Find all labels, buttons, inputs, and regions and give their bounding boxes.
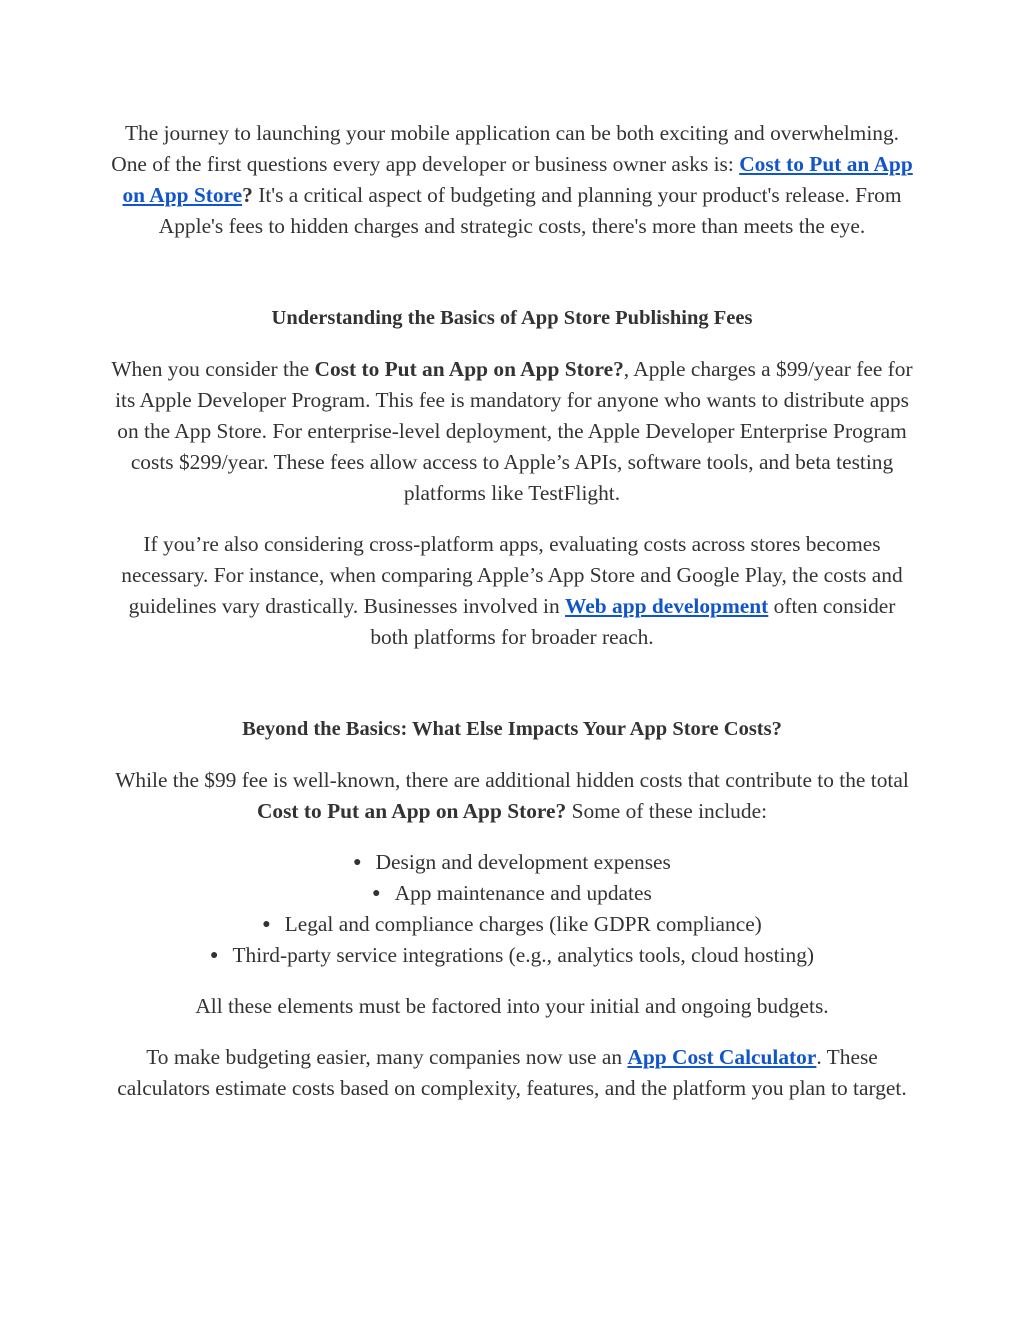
- section2-heading: Beyond the Basics: What Else Impacts Your App Store Costs?: [242, 718, 782, 740]
- section2-paragraph-3: [110, 1042, 914, 1104]
- cost-bullet-list: [110, 847, 914, 971]
- intro-text-before: The journey to launching your mobile application can be both exciting and overwhelming. One of the first questions every app developer or business owner asks is:: [111, 121, 899, 176]
- s2p1-after: Some of these include:: [566, 799, 768, 823]
- intro-paragraph: [110, 118, 914, 242]
- bullet-icon: ●: [353, 855, 362, 870]
- bullet-icon: ●: [209, 948, 219, 963]
- section1-paragraph-1: [110, 354, 914, 509]
- section1-paragraph-2: [110, 529, 914, 653]
- s1p1-before: When you consider the: [111, 357, 315, 381]
- s1p2-after: often consider both platforms for broader reach.: [370, 594, 896, 649]
- list-item: [110, 909, 914, 940]
- list-item: [110, 878, 914, 909]
- intro-text-after: It's a critical aspect of budgeting and planning your product's release. From Apple's fees to hidden charges and strategic costs, there's more than meets the eye.: [158, 183, 902, 238]
- bullet-icon: ●: [372, 886, 381, 901]
- intro-question-mark: ?: [242, 183, 253, 207]
- s1p2-before: If you’re also considering cross-platform apps, evaluating costs across stores becomes necessary. For instance, when comparing Apple’s App Store and Google Play, the costs and guidelines vary drastically. Businesses involved in: [121, 532, 903, 618]
- list-item: [110, 940, 914, 971]
- s2p1-bold: Cost to Put an App on App Store?: [256, 799, 567, 823]
- web-app-development-link[interactable]: Web app development: [565, 594, 769, 618]
- list-item: [110, 847, 914, 878]
- list-item-text: Third-party service integrations (e.g., analytics tools, cloud hosting): [232, 943, 815, 967]
- list-item-text: Design and development expenses: [375, 850, 671, 874]
- document-body: [110, 118, 914, 1104]
- s2p3-before: To make budgeting easier, many companies now use an: [146, 1045, 628, 1069]
- section2-paragraph-1: [110, 765, 914, 827]
- section1-heading: Understanding the Basics of App Store Publishing Fees: [271, 307, 753, 329]
- bullet-icon: ●: [262, 917, 271, 932]
- s2p1-before: While the $99 fee is well-known, there are additional hidden costs that contribute to the total: [115, 768, 909, 792]
- section2-paragraph-2: All these elements must be factored into your initial and ongoing budgets.: [195, 994, 829, 1018]
- s1p1-after: , Apple charges a $99/year fee for its Apple Developer Program. This fee is mandatory for anyone who wants to distribute apps on the App Store. For enterprise-level deployment, the Apple Developer Enterprise Program costs $299/year. These fees allow access to Apple’s APIs, software tools, and beta testing platforms like TestFlight.: [115, 357, 913, 505]
- cost-to-put-app-link[interactable]: Cost to Put an App on App Store: [122, 152, 913, 207]
- s1p1-bold: Cost to Put an App on App Store?: [314, 357, 624, 381]
- list-item-text: Legal and compliance charges (like GDPR compliance): [284, 912, 762, 936]
- app-cost-calculator-link[interactable]: App Cost Calculator: [627, 1045, 817, 1069]
- s2p3-after: . These calculators estimate costs based on complexity, features, and the platform you plan to target.: [117, 1045, 907, 1100]
- list-item-text: App maintenance and updates: [394, 881, 652, 905]
